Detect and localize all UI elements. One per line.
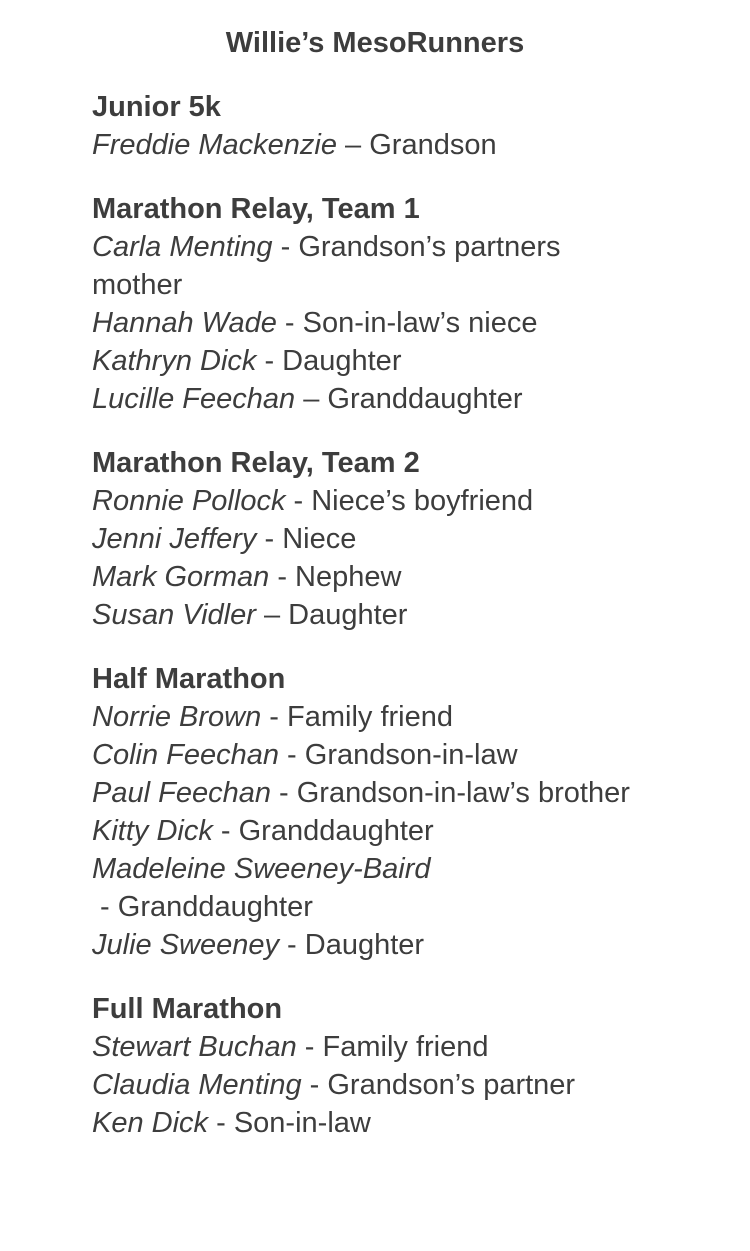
separator: - xyxy=(261,701,287,733)
separator: - xyxy=(301,1069,328,1101)
runner-entry xyxy=(92,736,637,774)
runner-entry xyxy=(92,380,637,418)
runner-name: Mark Gorman xyxy=(92,561,270,593)
runner-relation: Grandson-in-law xyxy=(304,739,518,771)
race-section xyxy=(92,190,637,418)
separator: – xyxy=(255,599,289,631)
race-title: Junior 5k xyxy=(92,91,221,123)
runner-name: Kitty Dick xyxy=(92,815,213,847)
runner-relation: Son-in-law xyxy=(233,1107,371,1139)
separator: - xyxy=(269,561,296,593)
runner-relation: Granddaughter xyxy=(238,815,434,847)
runner-name: Julie Sweeney xyxy=(92,929,279,961)
separator: - xyxy=(208,1107,234,1139)
runner-entry xyxy=(92,812,637,850)
runner-name: Madeleine Sweeney-Baird xyxy=(92,853,431,885)
runner-relation: Niece’s boyfriend xyxy=(311,485,534,517)
race-title: Half Marathon xyxy=(92,663,286,695)
race-section xyxy=(92,444,637,634)
race-section xyxy=(92,88,637,164)
runner-entry xyxy=(92,558,637,596)
runner-entry xyxy=(92,342,637,380)
runner-relation: Grandson-in-law’s brother xyxy=(296,777,630,809)
runner-name: Freddie Mackenzie xyxy=(92,129,337,161)
runner-entry xyxy=(92,596,637,634)
separator: - xyxy=(279,739,305,771)
runner-entry xyxy=(92,1066,637,1104)
runner-relation: Family friend xyxy=(322,1031,489,1063)
runner-relation: Family friend xyxy=(287,701,453,733)
runner-relation: Daughter xyxy=(288,599,408,631)
runner-relation: Nephew xyxy=(295,561,402,593)
race-section xyxy=(92,990,637,1142)
runner-relation: Son-in-law’s niece xyxy=(302,307,538,339)
runner-name: Lucille Feechan xyxy=(92,383,296,415)
separator: - xyxy=(212,815,239,847)
runner-relation: Grandson xyxy=(369,129,497,161)
separator: - xyxy=(270,777,297,809)
runner-entry xyxy=(92,482,637,520)
race-list xyxy=(92,88,637,1168)
runner-name: Kathryn Dick xyxy=(92,345,257,377)
document-title: Willie’s MesoRunners xyxy=(225,27,525,59)
runner-entry xyxy=(92,1104,637,1142)
runner-entry xyxy=(92,520,637,558)
runner-entry xyxy=(92,774,637,812)
runner-relation: Grandson’s partners mother xyxy=(92,231,561,301)
runner-name: Hannah Wade xyxy=(92,307,277,339)
separator: - xyxy=(285,485,312,517)
runner-entry xyxy=(92,698,637,736)
runner-name: Norrie Brown xyxy=(92,701,262,733)
runner-relation: Granddaughter xyxy=(117,891,313,923)
runner-relation: Niece xyxy=(282,523,357,555)
race-title: Marathon Relay, Team 2 xyxy=(92,447,420,479)
runner-relation: Grandson’s partner xyxy=(327,1069,576,1101)
separator: - xyxy=(296,1031,323,1063)
runner-entry xyxy=(92,850,637,926)
race-section xyxy=(92,660,637,964)
runner-entry xyxy=(92,304,637,342)
runner-entry xyxy=(92,126,637,164)
runner-name: Susan Vidler xyxy=(92,599,256,631)
runner-name: Paul Feechan xyxy=(92,777,271,809)
race-title: Marathon Relay, Team 1 xyxy=(92,193,420,225)
race-title: Full Marathon xyxy=(92,993,283,1025)
runner-name: Carla Menting xyxy=(92,231,273,263)
separator: - xyxy=(272,231,299,263)
runner-relation: Granddaughter xyxy=(327,383,523,415)
runner-name: Ken Dick xyxy=(92,1107,209,1139)
runner-relation: Daughter xyxy=(282,345,402,377)
runner-entry xyxy=(92,228,637,304)
separator: – xyxy=(337,129,370,161)
separator: - xyxy=(276,307,303,339)
runner-name: Jenni Jeffery xyxy=(92,523,257,555)
runner-entry xyxy=(92,926,637,964)
separator: - xyxy=(279,929,305,961)
separator: - xyxy=(256,345,283,377)
runner-name: Claudia Menting xyxy=(92,1069,302,1101)
runner-entry xyxy=(92,1028,637,1066)
separator: - xyxy=(92,891,118,923)
separator: – xyxy=(295,383,328,415)
runner-relation: Daughter xyxy=(304,929,425,961)
runner-name: Stewart Buchan xyxy=(92,1031,297,1063)
runner-name: Colin Feechan xyxy=(92,739,279,771)
runner-name: Ronnie Pollock xyxy=(92,485,286,517)
separator: - xyxy=(256,523,283,555)
